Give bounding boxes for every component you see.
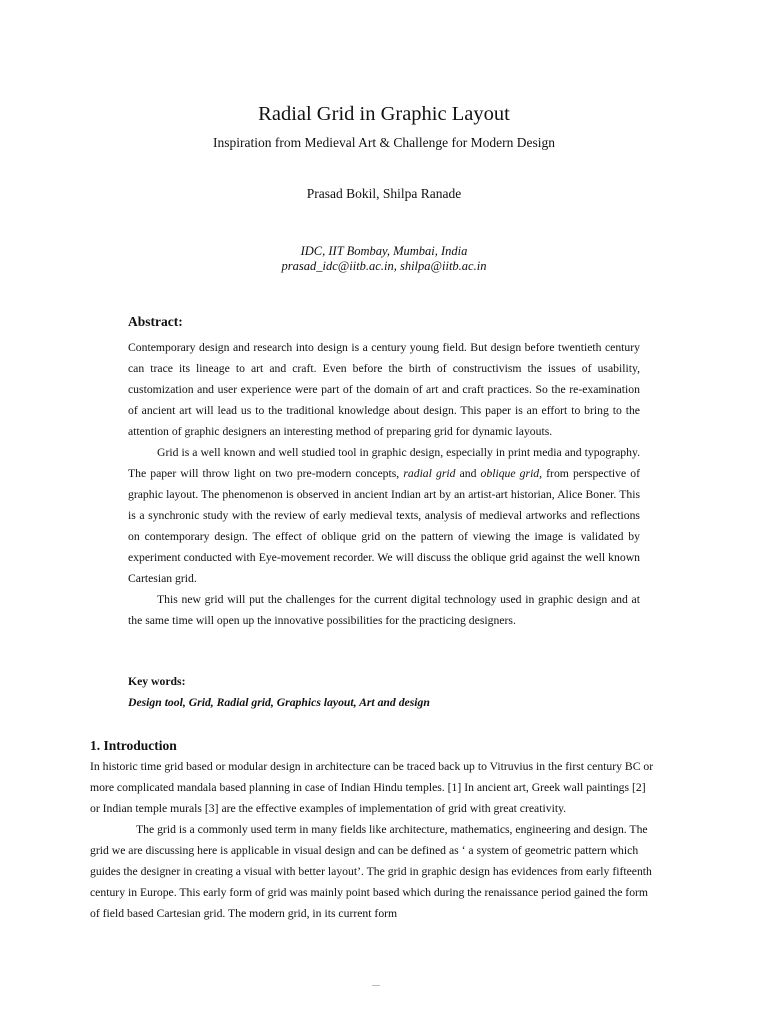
abstract-p2-text-a: Grid is a well known and well studied tool in graphic design, especially in print media and typography. The paper will throw light on two pre-modern concepts,: [128, 446, 640, 480]
term-radial-grid: radial grid: [403, 467, 456, 480]
affiliation: IDC, IIT Bombay, Mumbai, India: [300, 244, 468, 258]
paper-authors: Prasad Bokil, Shilpa Ranade: [306, 186, 462, 201]
introduction-paragraph-1: In historic time grid based or modular design in architecture can be traced back up to Vitruvius in the first century BC or more complicated mandala based planning in case of Indian Hindu temples. [1] In ancient art, Greek wall paintings [2] or Indian temple murals [3] are the effective examples of implementation of grid with great creativity.: [90, 760, 654, 815]
introduction-section: [90, 737, 656, 924]
abstract-paragraph-1: Contemporary design and research into design is a century young field. But design before twentieth century can trace its lineage to art and craft. Even before the birth of constructivism the issues of usability, customization and user experience were part of the domain of art and craft practices. So the re-examination of ancient art will lead us to the traditional knowledge about design. This paper is an effort to bring to the attention of graphic designers an interesting method of preparing grid for dynamic layouts.: [128, 341, 640, 438]
author-affiliation-block: [0, 244, 768, 274]
paper-title: Radial Grid in Graphic Layout: [258, 103, 510, 125]
introduction-heading: 1. Introduction: [90, 738, 177, 753]
abstract-body: [128, 337, 640, 631]
introduction-paragraph-2: The grid is a commonly used term in many fields like architecture, mathematics, engineering and design. The grid we are discussing here is applicable in visual design and can be defined as ‘ a system of geometric pattern which guides the designer in creating a visual with better layout’. The grid in graphic design has evidences from early fifteenth century in Europe. This early form of grid was mainly point based which during the renaissance period gained the form of field based Cartesian grid. The modern grid, in its current form: [90, 823, 652, 920]
keywords-list: Design tool, Grid, Radial grid, Graphics layout, Art and design: [128, 696, 430, 709]
term-oblique-grid: oblique grid,: [480, 467, 543, 480]
abstract-paragraph-2: [128, 442, 640, 589]
abstract-heading: Abstract:: [128, 314, 183, 329]
author-emails: prasad_idc@iitb.ac.in, shilpa@iitb.ac.in: [281, 259, 487, 273]
abstract-p2-text-b: and: [455, 467, 481, 480]
paper-subtitle: Inspiration from Medieval Art & Challenge for Modern Design: [213, 135, 555, 150]
page-footer-mark: [372, 985, 380, 986]
abstract-paragraph-3: This new grid will put the challenges for the current digital technology used in graphic design and at the same time will open up the innovative possibilities for the practicing designers.: [128, 593, 640, 627]
abstract-section: [128, 313, 640, 631]
keywords-heading: Key words:: [128, 675, 186, 688]
abstract-p2-text-c: from perspective of graphic layout. The phenomenon is observed in ancient Indian art by an artist-art historian, Alice Boner. This is a synchronic study with the review of early medieval texts, analysis of medieval artworks and reflections on contemporary design. The effect of oblique grid on the pattern of viewing the image is validated by experiment conducted with Eye-movement recorder. We will discuss the oblique grid against the well known Cartesian grid.: [128, 467, 641, 585]
keywords-section: [128, 671, 640, 713]
